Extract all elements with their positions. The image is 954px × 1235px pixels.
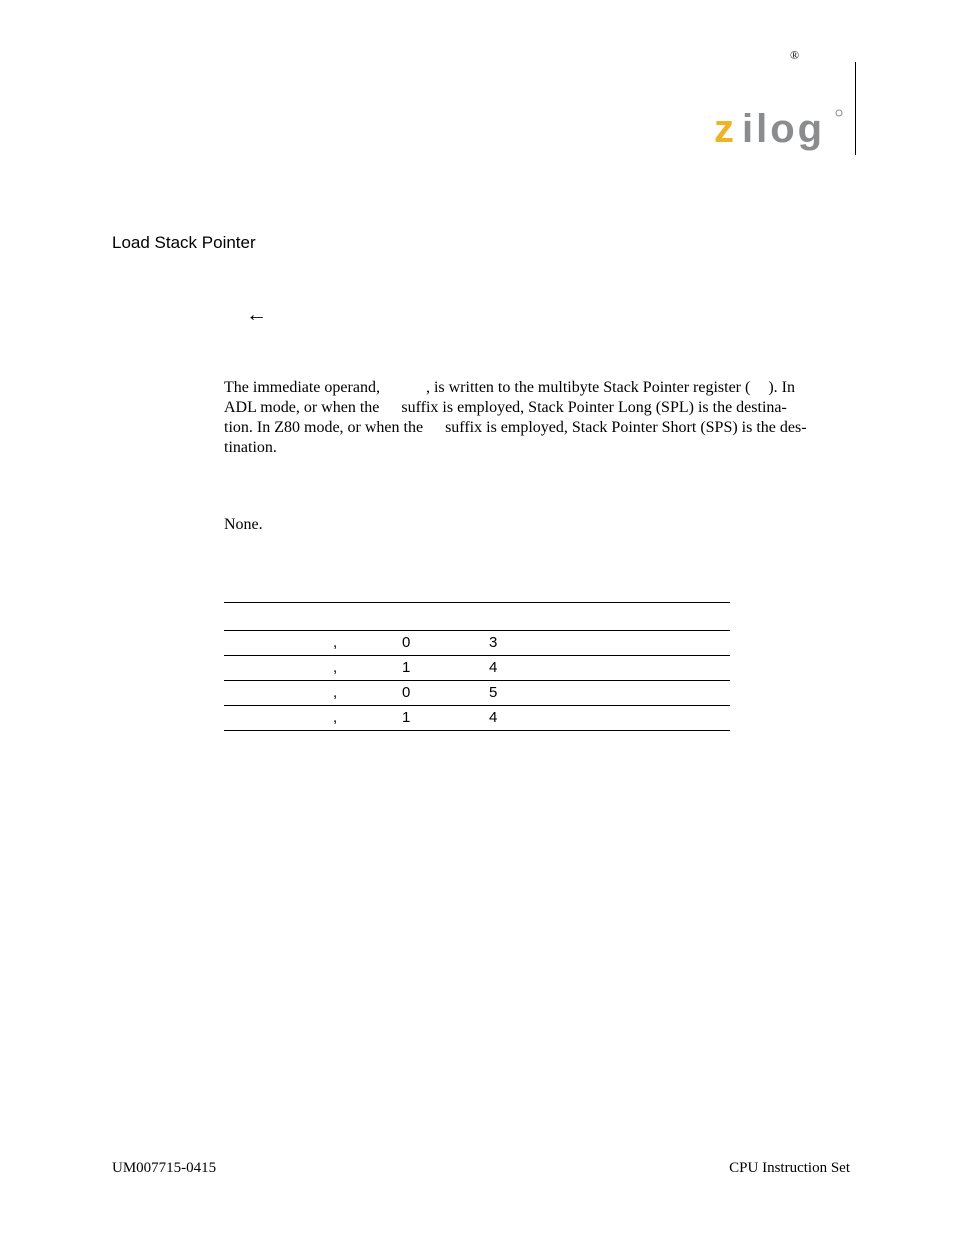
description-text: , is written to the multibyte Stack Pointer register ( — [425, 379, 751, 396]
zilog-logo — [712, 104, 844, 160]
table-cell-cycles: 3 — [489, 634, 498, 651]
table-header-row — [224, 603, 730, 630]
table-row — [224, 705, 730, 731]
description-text: ). In — [768, 379, 795, 396]
description-line-3 — [224, 418, 842, 438]
description-text: ADL mode, or when the — [224, 399, 380, 416]
description-line-4: tination. — [224, 439, 277, 456]
footer-section-name: CPU Instruction Set — [729, 1160, 850, 1176]
registered-trademark-mark: ® — [790, 48, 800, 62]
table-cell-comma: , — [333, 684, 338, 701]
table-cell-adl: 0 — [402, 634, 411, 651]
description-paragraph — [224, 378, 842, 458]
description-text: suffix is employed, Stack Pointer Long (SPL) is the destina- — [401, 399, 787, 416]
table-row — [224, 630, 730, 655]
header-divider-line — [855, 62, 856, 155]
table-cell-adl: 0 — [402, 684, 411, 701]
table-cell-comma: , — [333, 634, 338, 651]
footer-doc-number: UM007715-0415 — [112, 1160, 217, 1176]
zilog-logo-letters: ilog — [742, 107, 826, 151]
table-cell-cycles: 4 — [489, 709, 498, 726]
opcode-table — [224, 602, 730, 731]
condition-bits-text: None. — [224, 516, 263, 533]
description-text: suffix is employed, Stack Pointer Short (SPS) is the des- — [445, 419, 807, 436]
zilog-logo-letter-z: z — [714, 107, 734, 151]
operation-arrow-icon: ← — [246, 302, 267, 326]
table-cell-comma: , — [333, 659, 338, 676]
table-row — [224, 655, 730, 680]
table-cell-adl: 1 — [402, 709, 411, 726]
registered-dot-icon — [836, 110, 842, 116]
table-cell-adl: 1 — [402, 659, 411, 676]
description-text: tion. In Z80 mode, or when the — [224, 419, 424, 436]
description-text: The immediate operand, — [224, 379, 380, 396]
table-cell-cycles: 5 — [489, 684, 498, 701]
table-cell-cycles: 4 — [489, 659, 498, 676]
table-cell-comma: , — [333, 709, 338, 726]
description-line-2 — [224, 398, 842, 418]
table-row — [224, 680, 730, 705]
description-line-1 — [224, 378, 842, 398]
section-title: Load Stack Pointer — [112, 233, 256, 252]
